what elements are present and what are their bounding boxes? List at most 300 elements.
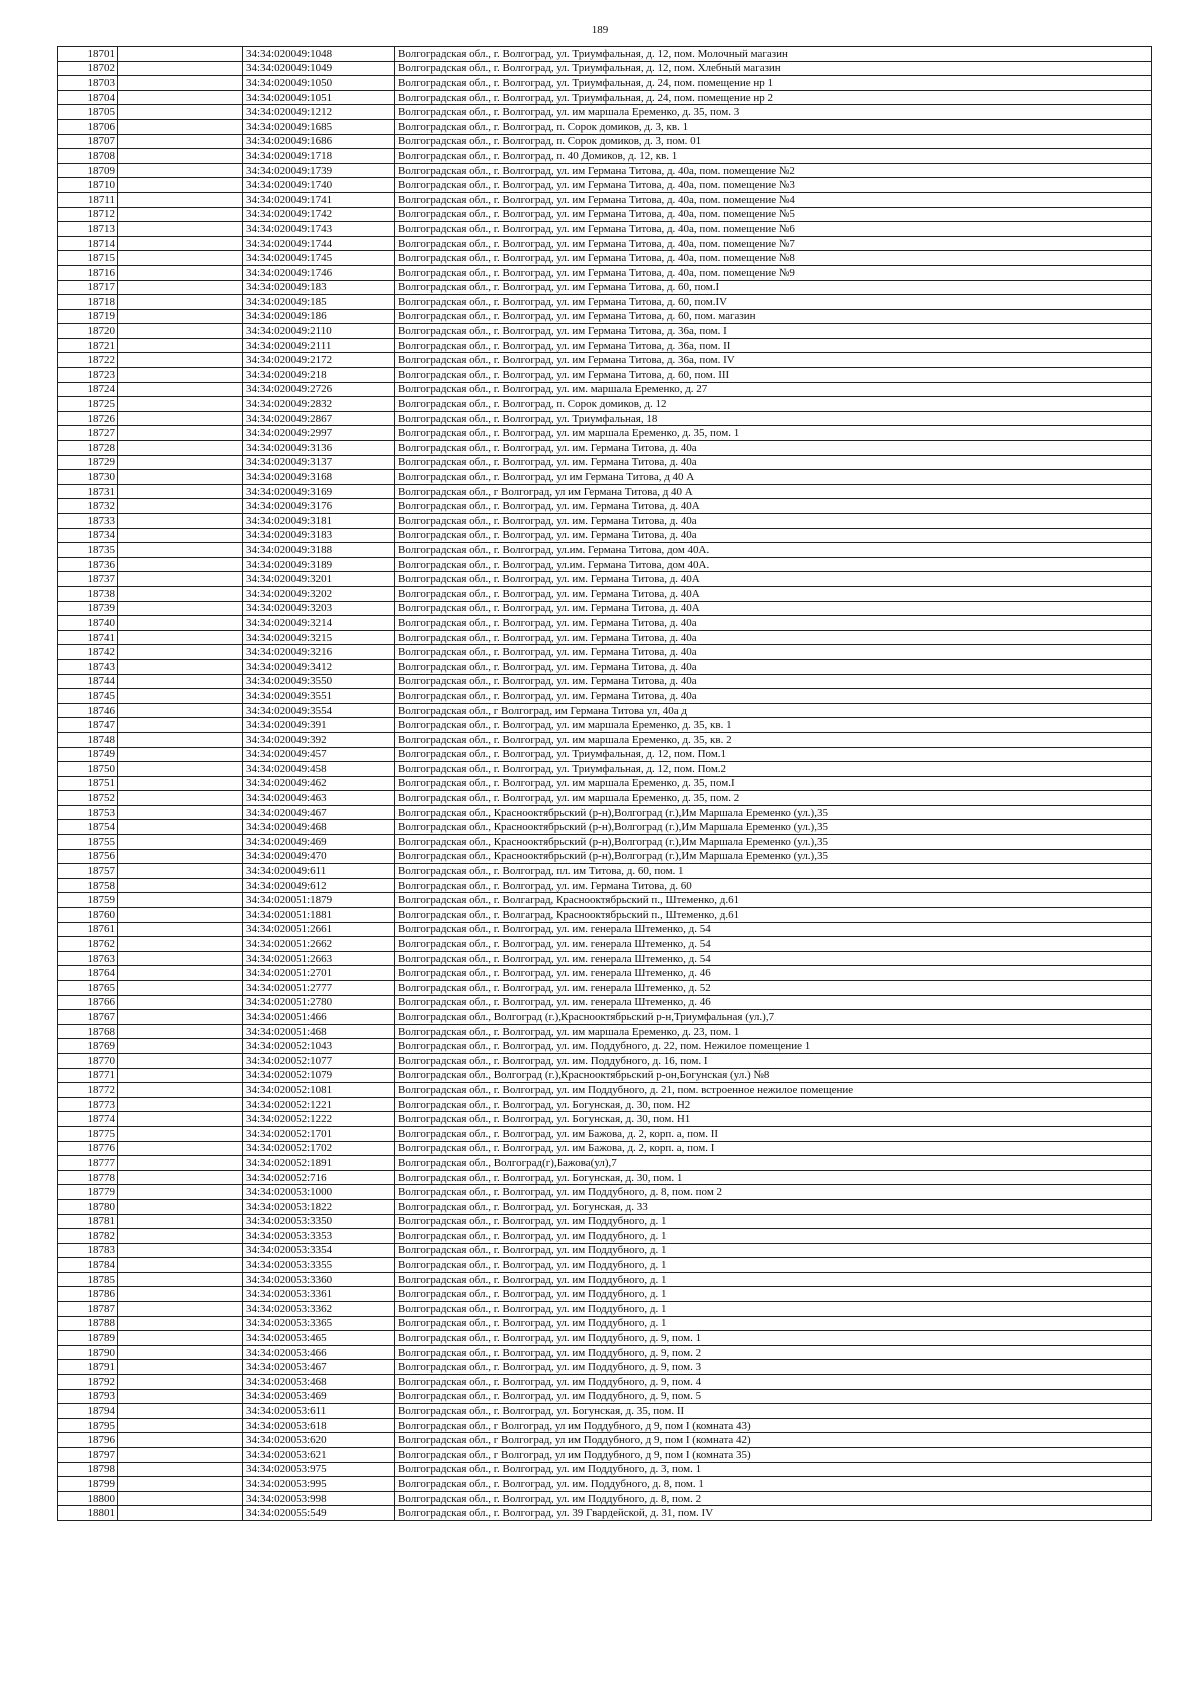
row-number-cell: 18729 [58,455,118,470]
empty-cell [118,689,243,704]
cadastral-number-cell: 34:34:020049:2172 [243,353,395,368]
row-number-cell: 18714 [58,236,118,251]
address-cell: Волгоградская обл., г. Волгагрaд, Краснооктябрьский п., Штеменко, д.61 [395,908,1152,923]
cadastral-number-cell: 34:34:020052:1079 [243,1068,395,1083]
cadastral-register-table [57,46,1152,1521]
cadastral-number-cell: 34:34:020049:1718 [243,149,395,164]
row-number-cell: 18742 [58,645,118,660]
table-row [58,1083,1152,1098]
row-number-cell: 18777 [58,1156,118,1171]
cadastral-number-cell: 34:34:020049:1212 [243,105,395,120]
cadastral-number-cell: 34:34:020053:998 [243,1491,395,1506]
address-cell: Волгоградская обл., г. Волгоград, ул. им Поддубного, д. 1 [395,1287,1152,1302]
empty-cell [118,805,243,820]
address-cell: Волгоградская обл., г. Волгоград, ул. им Поддубного, д. 3, пом. 1 [395,1462,1152,1477]
table-row [58,937,1152,952]
row-number-cell: 18712 [58,207,118,222]
empty-cell [118,236,243,251]
table-row [58,543,1152,558]
empty-cell [118,1214,243,1229]
row-number-cell: 18795 [58,1418,118,1433]
table-row [58,1053,1152,1068]
row-number-cell: 18765 [58,981,118,996]
row-number-cell: 18761 [58,922,118,937]
cadastral-number-cell: 34:34:020049:457 [243,747,395,762]
cadastral-number-cell: 34:34:020049:1742 [243,207,395,222]
cadastral-number-cell: 34:34:020053:1822 [243,1199,395,1214]
row-number-cell: 18707 [58,134,118,149]
empty-cell [118,1477,243,1492]
table-row [58,514,1152,529]
empty-cell [118,849,243,864]
empty-cell [118,791,243,806]
cadastral-number-cell: 34:34:020049:3550 [243,674,395,689]
row-number-cell: 18785 [58,1272,118,1287]
address-cell: Волгоградская обл., г. Волгоград, ул. им Германа Титова, д. 40а, пом. помещение №4 [395,192,1152,207]
cadastral-number-cell: 34:34:020049:3176 [243,499,395,514]
empty-cell [118,76,243,91]
table-row [58,1185,1152,1200]
table-row [58,1272,1152,1287]
row-number-cell: 18747 [58,718,118,733]
row-number-cell: 18768 [58,1024,118,1039]
empty-cell [118,1272,243,1287]
table-row [58,776,1152,791]
address-cell: Волгоградская обл., г. Волгоград, пл. им Титова, д. 60, пом. 1 [395,864,1152,879]
table-row [58,1068,1152,1083]
table-row [58,222,1152,237]
row-number-cell: 18718 [58,295,118,310]
table-row [58,484,1152,499]
row-number-cell: 18732 [58,499,118,514]
cadastral-number-cell: 34:34:020049:3136 [243,441,395,456]
cadastral-number-cell: 34:34:020049:458 [243,762,395,777]
address-cell: Волгоградская обл., г. Волгоград, ул. им. Германа Титова, д. 40а [395,630,1152,645]
table-row [58,805,1152,820]
empty-cell [118,1141,243,1156]
table-row [58,674,1152,689]
address-cell: Волгоградская обл., г. Волгоград, ул. им. генерала Штеменко, д. 46 [395,966,1152,981]
address-cell: Волгоградская обл., г. Волгоград, ул. им. Германа Титова, д. 40а [395,616,1152,631]
empty-cell [118,908,243,923]
empty-cell [118,1404,243,1419]
table-row [58,309,1152,324]
empty-cell [118,1375,243,1390]
cadastral-number-cell: 34:34:020049:3188 [243,543,395,558]
empty-cell [118,1462,243,1477]
cadastral-number-cell: 34:34:020053:3355 [243,1258,395,1273]
cadastral-number-cell: 34:34:020049:185 [243,295,395,310]
table-row [58,1156,1152,1171]
cadastral-number-cell: 34:34:020049:3214 [243,616,395,631]
address-cell: Волгоградская обл., г. Волгоград, ул. им Поддубного, д. 9, пом. 2 [395,1345,1152,1360]
cadastral-number-cell: 34:34:020053:468 [243,1375,395,1390]
cadastral-number-cell: 34:34:020053:469 [243,1389,395,1404]
table-row [58,368,1152,383]
row-number-cell: 18788 [58,1316,118,1331]
table-row [58,981,1152,996]
table-row [58,1126,1152,1141]
empty-cell [118,674,243,689]
empty-cell [118,557,243,572]
cadastral-number-cell: 34:34:020051:2780 [243,995,395,1010]
address-cell: Волгоградская обл., г. Волгоград, ул. им. генерала Штеменко, д. 46 [395,995,1152,1010]
cadastral-number-cell: 34:34:020049:469 [243,835,395,850]
empty-cell [118,776,243,791]
empty-cell [118,1258,243,1273]
row-number-cell: 18702 [58,61,118,76]
empty-cell [118,922,243,937]
row-number-cell: 18701 [58,47,118,62]
address-cell: Волгоградская обл., г. Волгоград, ул. им маршала Еременко, д. 35, кв. 2 [395,732,1152,747]
empty-cell [118,134,243,149]
row-number-cell: 18709 [58,163,118,178]
empty-cell [118,1331,243,1346]
cadastral-number-cell: 34:34:020049:1741 [243,192,395,207]
address-cell: Волгоградская обл., г. Волгоград, ул. Богунская, д. 30, пом. Н1 [395,1112,1152,1127]
table-row [58,163,1152,178]
cadastral-number-cell: 34:34:020053:1000 [243,1185,395,1200]
empty-cell [118,178,243,193]
cadastral-number-cell: 34:34:020049:2997 [243,426,395,441]
row-number-cell: 18760 [58,908,118,923]
table-row [58,616,1152,631]
empty-cell [118,382,243,397]
cadastral-number-cell: 34:34:020049:463 [243,791,395,806]
empty-cell [118,1433,243,1448]
address-cell: Волгоградская обл., г. Волгоград, ул. им Поддубного, д. 21, пом. встроенное нежилое помещение [395,1083,1152,1098]
address-cell: Волгоградская обл., г. Волгоград, ул. им Поддубного, д. 9, пом. 4 [395,1375,1152,1390]
row-number-cell: 18766 [58,995,118,1010]
empty-cell [118,163,243,178]
address-cell: Волгоградская обл., г. Волгоград, ул. им. Германа Титова, д. 40А [395,586,1152,601]
address-cell: Волгоградская обл., г. Волгоград, ул. им маршала Еременко, д. 35, пом.I [395,776,1152,791]
cadastral-number-cell: 34:34:020049:186 [243,309,395,324]
row-number-cell: 18717 [58,280,118,295]
cadastral-number-cell: 34:34:020053:3353 [243,1229,395,1244]
table-row [58,1477,1152,1492]
empty-cell [118,630,243,645]
table-row [58,908,1152,923]
row-number-cell: 18757 [58,864,118,879]
table-row [58,76,1152,91]
row-number-cell: 18716 [58,265,118,280]
address-cell: Волгоградская обл., г. Волгоград, ул. им Поддубного, д. 1 [395,1316,1152,1331]
table-row [58,426,1152,441]
empty-cell [118,1360,243,1375]
address-cell: Волгоградская обл., г. Волгоград, ул. им Бажова, д. 2, корп. а, пом. II [395,1126,1152,1141]
cadastral-number-cell: 34:34:020049:183 [243,280,395,295]
row-number-cell: 18767 [58,1010,118,1025]
table-row [58,1010,1152,1025]
row-number-cell: 18790 [58,1345,118,1360]
empty-cell [118,47,243,62]
row-number-cell: 18799 [58,1477,118,1492]
row-number-cell: 18801 [58,1506,118,1521]
table-row [58,1141,1152,1156]
address-cell: Волгоградская обл., г. Волгоград, ул. им. Германа Титова, д. 40а [395,689,1152,704]
address-cell: Волгоградская обл., Волгоград(г),Бажова(ул),7 [395,1156,1152,1171]
row-number-cell: 18721 [58,338,118,353]
empty-cell [118,762,243,777]
row-number-cell: 18733 [58,514,118,529]
table-row [58,732,1152,747]
address-cell: Волгоградская обл., г. Волгоград, ул. Триумфальная, д. 24, пом. помещение нр 2 [395,90,1152,105]
table-row [58,1258,1152,1273]
empty-cell [118,586,243,601]
address-cell: Волгоградская обл., г. Волгоград, ул. им. генерала Штеменко, д. 54 [395,937,1152,952]
empty-cell [118,149,243,164]
row-number-cell: 18719 [58,309,118,324]
empty-cell [118,222,243,237]
cadastral-number-cell: 34:34:020049:462 [243,776,395,791]
row-number-cell: 18797 [58,1448,118,1463]
cadastral-number-cell: 34:34:020049:1740 [243,178,395,193]
address-cell: Волгоградская обл., г. Волгоград, ул. им Поддубного, д. 1 [395,1272,1152,1287]
empty-cell [118,119,243,134]
address-cell: Волгоградская обл., г. Волгоград, ул. им. Германа Титова, д. 40а [395,528,1152,543]
address-cell: Волгоградская обл., г. Волгоград, ул. Богунская, д. 30, пом. 1 [395,1170,1152,1185]
address-cell: Волгоградская обл., г. Волгоград, ул. им Поддубного, д. 9, пом. 1 [395,1331,1152,1346]
table-row [58,528,1152,543]
address-cell: Волгоградская обл., г. Волгоград, ул. им Германа Титова, д. 40а, пом. помещение №3 [395,178,1152,193]
row-number-cell: 18754 [58,820,118,835]
address-cell: Волгоградская обл., г. Волгоград, ул. им Поддубного, д. 8, пом. пом 2 [395,1185,1152,1200]
table-row [58,499,1152,514]
address-cell: Волгоградская обл., г Волгоград, ул им Поддубного, д 9, пом I (комната 43) [395,1418,1152,1433]
cadastral-number-cell: 34:34:020049:467 [243,805,395,820]
table-row [58,791,1152,806]
empty-cell [118,1316,243,1331]
empty-cell [118,1112,243,1127]
table-row [58,1375,1152,1390]
address-cell: Волгоградская обл., г. Волгоград, ул. им. Поддубного, д. 16, пом. I [395,1053,1152,1068]
address-cell: Волгоградская обл., Краснооктябрьский (р-н),Волгоград (г.),Им Маршала Еременко (ул.),35 [395,820,1152,835]
table-row [58,586,1152,601]
page-number: 189 [591,24,609,36]
empty-cell [118,835,243,850]
row-number-cell: 18772 [58,1083,118,1098]
cadastral-number-cell: 34:34:020053:467 [243,1360,395,1375]
row-number-cell: 18726 [58,411,118,426]
row-number-cell: 18730 [58,470,118,485]
cadastral-number-cell: 34:34:020049:1744 [243,236,395,251]
address-cell: Волгоградская обл., г. Волгоград, ул. 39 Гвардейской, д. 31, пом. IV [395,1506,1152,1521]
table-row [58,1112,1152,1127]
table-row [58,1097,1152,1112]
empty-cell [118,981,243,996]
cadastral-number-cell: 34:34:020049:1743 [243,222,395,237]
empty-cell [118,659,243,674]
row-number-cell: 18727 [58,426,118,441]
cadastral-number-cell: 34:34:020053:3365 [243,1316,395,1331]
table-row [58,353,1152,368]
address-cell: Волгоградская обл., Волгоград (г.),Краснооктябрьский р-он,Богунская (ул.) №8 [395,1068,1152,1083]
row-number-cell: 18794 [58,1404,118,1419]
empty-cell [118,732,243,747]
empty-cell [118,703,243,718]
table-row [58,207,1152,222]
row-number-cell: 18723 [58,368,118,383]
address-cell: Волгоградская обл., г. Волгоград, ул. им Поддубного, д. 9, пом. 3 [395,1360,1152,1375]
address-cell: Волгоградская обл., г. Волгоград, ул. им Германа Титова, д. 40а, пом. помещение №9 [395,265,1152,280]
row-number-cell: 18800 [58,1491,118,1506]
table-row [58,1389,1152,1404]
table-row [58,572,1152,587]
row-number-cell: 18715 [58,251,118,266]
row-number-cell: 18708 [58,149,118,164]
row-number-cell: 18724 [58,382,118,397]
table-row [58,178,1152,193]
table-row [58,1039,1152,1054]
cadastral-number-cell: 34:34:020051:1879 [243,893,395,908]
table-row [58,441,1152,456]
table-row [58,134,1152,149]
empty-cell [118,105,243,120]
empty-cell [118,1039,243,1054]
row-number-cell: 18782 [58,1229,118,1244]
cadastral-number-cell: 34:34:020049:3189 [243,557,395,572]
address-cell: Волгоградская обл., г. Волгоград, ул. им. маршала Еременко, д. 27 [395,382,1152,397]
table-row [58,1302,1152,1317]
cadastral-number-cell: 34:34:020052:1043 [243,1039,395,1054]
row-number-cell: 18787 [58,1302,118,1317]
table-row [58,411,1152,426]
address-cell: Волгоградская обл., г Волгоград, ул им Поддубного, д 9, пом I (комната 42) [395,1433,1152,1448]
row-number-cell: 18780 [58,1199,118,1214]
empty-cell [118,1345,243,1360]
row-number-cell: 18736 [58,557,118,572]
empty-cell [118,528,243,543]
cadastral-number-cell: 34:34:020052:1077 [243,1053,395,1068]
address-cell: Волгоградская обл., г. Волгоград, ул. им. Германа Титова, д. 40А [395,601,1152,616]
address-cell: Волгоградская обл., г. Волгоград, ул. им. генерала Штеменко, д. 52 [395,981,1152,996]
address-cell: Волгоградская обл., г. Волгоград, ул. Триумфальная, д. 24, пом. помещение нр 1 [395,76,1152,91]
table-row [58,1404,1152,1419]
address-cell: Волгоградская обл., г. Волгоград, п. 40 Домиков, д. 12, кв. 1 [395,149,1152,164]
row-number-cell: 18722 [58,353,118,368]
table-row [58,1433,1152,1448]
empty-cell [118,893,243,908]
row-number-cell: 18713 [58,222,118,237]
cadastral-number-cell: 34:34:020052:1221 [243,1097,395,1112]
address-cell: Волгоградская обл., г. Волгоград, ул. им. Германа Титова, д. 40а [395,441,1152,456]
address-cell: Волгоградская обл., Краснооктябрьский (р-н),Волгоград (г.),Им Маршала Еременко (ул.),35 [395,849,1152,864]
address-cell: Волгоградская обл., г. Волгоград, ул. им Поддубного, д. 1 [395,1243,1152,1258]
cadastral-number-cell: 34:34:020052:1081 [243,1083,395,1098]
table-row [58,1418,1152,1433]
row-number-cell: 18775 [58,1126,118,1141]
cadastral-number-cell: 34:34:020049:1685 [243,119,395,134]
cadastral-number-cell: 34:34:020049:392 [243,732,395,747]
cadastral-number-cell: 34:34:020053:465 [243,1331,395,1346]
row-number-cell: 18776 [58,1141,118,1156]
row-number-cell: 18744 [58,674,118,689]
address-cell: Волгоградская обл., г. Волгоград, ул. им Германа Титова, д. 40а, пом. помещение №5 [395,207,1152,222]
row-number-cell: 18778 [58,1170,118,1185]
table-row [58,1287,1152,1302]
row-number-cell: 18734 [58,528,118,543]
cadastral-number-cell: 34:34:020049:1686 [243,134,395,149]
address-cell: Волгоградская обл., г. Волгоград, ул. им Поддубного, д. 9, пом. 5 [395,1389,1152,1404]
table-row [58,338,1152,353]
address-cell: Волгоградская обл., Краснооктябрьский (р-н),Волгоград (г.),Им Маршала Еременко (ул.),35 [395,835,1152,850]
address-cell: Волгоградская обл., г. Волгоград, ул. Триумфальная, д. 12, пом. Хлебный магазин [395,61,1152,76]
empty-cell [118,207,243,222]
empty-cell [118,616,243,631]
table-row [58,1506,1152,1521]
empty-cell [118,543,243,558]
row-number-cell: 18748 [58,732,118,747]
cadastral-number-cell: 34:34:020053:611 [243,1404,395,1419]
row-number-cell: 18743 [58,659,118,674]
address-cell: Волгоградская обл., г. Волгоград, ул. им Германа Титова, д. 40а, пом. помещение №6 [395,222,1152,237]
table-row [58,689,1152,704]
cadastral-number-cell: 34:34:020049:1048 [243,47,395,62]
row-number-cell: 18735 [58,543,118,558]
empty-cell [118,1156,243,1171]
row-number-cell: 18750 [58,762,118,777]
address-cell: Волгоградская обл., г. Волгоград, ул. им. генерала Штеменко, д. 54 [395,922,1152,937]
row-number-cell: 18751 [58,776,118,791]
table-row [58,762,1152,777]
cadastral-number-cell: 34:34:020049:1746 [243,265,395,280]
table-row [58,849,1152,864]
row-number-cell: 18781 [58,1214,118,1229]
cadastral-number-cell: 34:34:020053:466 [243,1345,395,1360]
cadastral-number-cell: 34:34:020052:716 [243,1170,395,1185]
row-number-cell: 18731 [58,484,118,499]
address-cell: Волгоградская обл., Волгоград (г.),Краснооктябрьский р-н,Триумфальная (ул.),7 [395,1010,1152,1025]
table-row [58,966,1152,981]
row-number-cell: 18792 [58,1375,118,1390]
cadastral-number-cell: 34:34:020049:1739 [243,163,395,178]
address-cell: Волгоградская обл., г Волгоград, ул им Поддубного, д 9, пом I (комната 35) [395,1448,1152,1463]
empty-cell [118,309,243,324]
row-number-cell: 18749 [58,747,118,762]
cadastral-number-cell: 34:34:020051:2662 [243,937,395,952]
table-row [58,265,1152,280]
empty-cell [118,514,243,529]
row-number-cell: 18789 [58,1331,118,1346]
cadastral-number-cell: 34:34:020055:549 [243,1506,395,1521]
empty-cell [118,455,243,470]
empty-cell [118,499,243,514]
address-cell: Волгоградская обл., г. Волгоград, п. Сорок домиков, д. 3, пом. 01 [395,134,1152,149]
row-number-cell: 18752 [58,791,118,806]
cadastral-number-cell: 34:34:020053:3350 [243,1214,395,1229]
cadastral-number-cell: 34:34:020049:468 [243,820,395,835]
empty-cell [118,411,243,426]
address-cell: Волгоградская обл., г. Волгоград, ул. им. Германа Титова, д. 40а [395,659,1152,674]
cadastral-number-cell: 34:34:020049:611 [243,864,395,879]
table-row [58,1316,1152,1331]
address-cell: Волгоградская обл., г. Волгоград, ул. им маршала Еременко, д. 35, пом. 3 [395,105,1152,120]
address-cell: Волгоградская обл., г. Волгоград, ул.им. Германа Титова, дом 40А. [395,543,1152,558]
cadastral-number-cell: 34:34:020051:468 [243,1024,395,1039]
cadastral-number-cell: 34:34:020053:3362 [243,1302,395,1317]
row-number-cell: 18783 [58,1243,118,1258]
empty-cell [118,820,243,835]
empty-cell [118,324,243,339]
empty-cell [118,572,243,587]
table-row [58,280,1152,295]
row-number-cell: 18770 [58,1053,118,1068]
cadastral-number-cell: 34:34:020053:3361 [243,1287,395,1302]
table-row [58,295,1152,310]
empty-cell [118,90,243,105]
empty-cell [118,368,243,383]
